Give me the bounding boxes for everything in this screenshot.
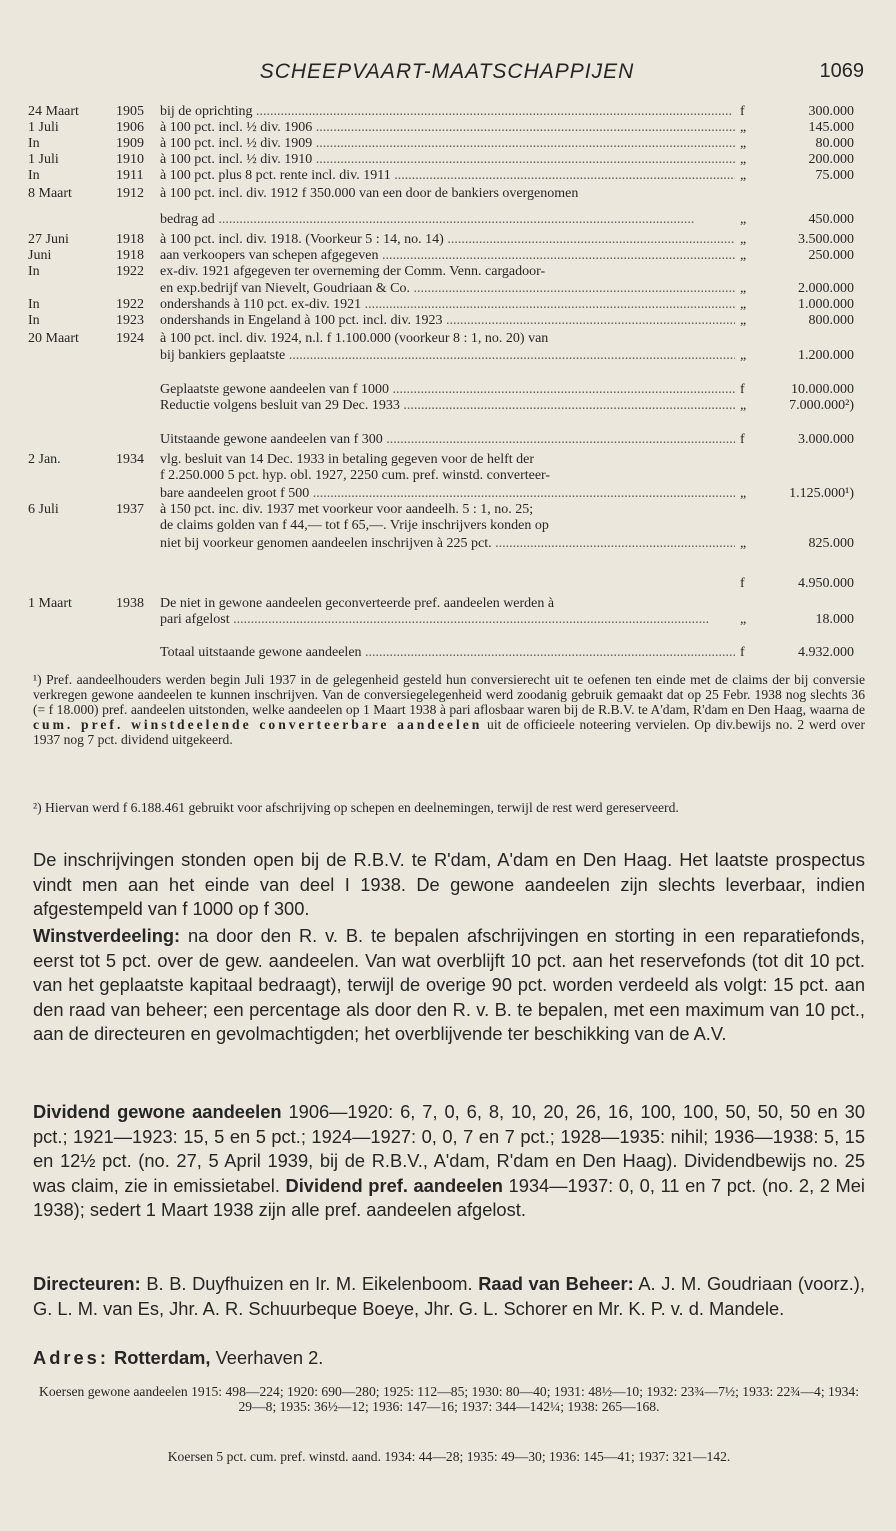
row-amount: 145.000 xyxy=(808,120,854,135)
row-description xyxy=(160,136,735,152)
row-year: 1922 xyxy=(116,264,144,279)
row-description-text: vlg. besluit van 14 Dec. 1933 in betaling gegeven voor de helft der xyxy=(160,452,535,467)
row-currency: „ xyxy=(740,232,747,247)
koersen-pref: Koersen 5 pct. cum. pref. winstd. aand. 1934: 44—28; 1935: 49—30; 1936: 145—41; 1937: 321—142. xyxy=(167,1449,731,1464)
row-year: 1912 xyxy=(116,186,144,201)
row-year: 1906 xyxy=(116,120,144,135)
page-number: 1069 xyxy=(819,60,864,82)
row-year: 1910 xyxy=(116,152,144,167)
row-amount: 4.932.000 xyxy=(798,645,854,660)
row-description xyxy=(160,120,735,136)
row-date: 8 Maart xyxy=(28,186,72,201)
row-description xyxy=(160,398,735,414)
row-year: 1918 xyxy=(116,248,144,263)
row-description-text: bij de oprichting ..... xyxy=(160,104,732,119)
row-amount: 80.000 xyxy=(815,136,854,151)
row-description xyxy=(160,186,735,202)
row-description xyxy=(160,382,735,398)
row-description-text: à 100 pct. incl. ½ div. 1906 ..... xyxy=(160,120,735,135)
row-date: Juni xyxy=(28,248,52,263)
row-currency: f xyxy=(740,104,745,119)
row-year: 1922 xyxy=(116,297,144,312)
row-description xyxy=(160,486,735,502)
row-description-text: à 150 pct. inc. div. 1937 met voorkeur voor aandeelh. 5 : 1, no. 25; xyxy=(160,502,534,517)
row-description-text: f 2.250.000 5 pct. hyp. obl. 1927, 2250 cum. pref. winstd. converteer- xyxy=(160,468,551,483)
row-description-text: pari afgelost ..... xyxy=(160,612,709,627)
koersen-gewone: Koersen gewone aandeelen 1915: 498—224; 1920: 690—280; 1925: 112—85; 1930: 80—40; 1931: 48½—10; 1932: 23¾—7½; 1933: 22¾—4; 1934: 29—8; 1935: 36½—12; 1936: 147—16; 1937: 344—142¼; 1938: 265—168. xyxy=(39,1384,859,1414)
row-description-text: niet bij voorkeur genomen aandeelen inschrijven à 225 pct. ..... xyxy=(160,536,735,551)
row-description xyxy=(160,432,735,448)
row-amount: 7.000.000²) xyxy=(789,398,854,413)
row-description-text: bij bankiers geplaatste ..... xyxy=(160,348,735,363)
row-currency: „ xyxy=(740,152,747,167)
row-description-text: Totaal uitstaande gewone aandeelen ..... xyxy=(160,645,735,660)
row-description xyxy=(160,348,735,364)
row-amount: 250.000 xyxy=(808,248,854,263)
row-description xyxy=(160,612,735,628)
row-currency: „ xyxy=(740,248,747,263)
row-date: In xyxy=(28,136,40,151)
row-date: 1 Juli xyxy=(28,120,59,135)
row-description xyxy=(160,248,735,264)
row-description-text: à 100 pct. incl. div. 1912 f 350.000 van een door de bankiers overgenomen xyxy=(160,186,579,201)
row-description-text: Uitstaande gewone aandeelen van f 300 ..... xyxy=(160,432,735,447)
row-description xyxy=(160,536,735,552)
row-description xyxy=(160,281,735,297)
page-header xyxy=(30,60,864,92)
row-currency: „ xyxy=(740,120,747,135)
row-amount: 75.000 xyxy=(815,168,854,183)
row-currency: f xyxy=(740,432,745,447)
row-amount: 200.000 xyxy=(808,152,854,167)
paragraph-dividend: Dividend gewone aandeelen 1906—1920: 6, 7, 0, 6, 8, 10, 20, 26, 16, 100, 100, 50, 50, 50 en 30 pct.; 1921—1923: 15, 5 en 5 pct.; 1924—1927: 0, 0, 7 en 7 pct.; 1928—1935: nihil; 1936—1938: 5, 15 en 12½ pct. (no. 27, 5 April 1939, bij de R.B.V., A'dam, R'dam en Den Haag). Dividendbewijs no. 25 was claim, zie in emissietabel. Dividend pref. aandeelen 1934—1937: 0, 0, 11 en 7 pct. (no. 2, 2 Mei 1938); sedert 1 Maart 1938 zijn alle pref. aandeelen afgelost. xyxy=(33,1101,865,1220)
row-year: 1938 xyxy=(116,596,144,611)
row-description-text: à 100 pct. plus 8 pct. rente incl. div. 1911 ..... xyxy=(160,168,735,183)
row-currency: „ xyxy=(740,398,747,413)
row-date: 1 Maart xyxy=(28,596,72,611)
footnote-2: ²) Hiervan werd f 6.188.461 gebruikt voor afschrijving op schepen en deelnemingen, terwijl de rest werd gereserveerd. xyxy=(33,800,679,815)
row-description-text: bare aandeelen groot f 500 ..... xyxy=(160,486,735,501)
row-currency: „ xyxy=(740,348,747,363)
row-year: 1911 xyxy=(116,168,144,183)
row-amount: 800.000 xyxy=(808,313,854,328)
row-date: In xyxy=(28,313,40,328)
row-amount: 18.000 xyxy=(815,612,854,627)
row-description-text: à 100 pct. incl. ½ div. 1909 ..... xyxy=(160,136,735,151)
row-amount: 4.950.000 xyxy=(798,576,854,591)
row-date: 1 Juli xyxy=(28,152,59,167)
row-currency: „ xyxy=(740,136,747,151)
row-description-text: aan verkoopers van schepen afgegeven ..... xyxy=(160,248,735,263)
row-currency: „ xyxy=(740,486,747,501)
row-description xyxy=(160,104,735,120)
row-amount: 3.000.000 xyxy=(798,432,854,447)
row-description xyxy=(160,468,735,484)
row-currency: f xyxy=(740,645,745,660)
row-year: 1937 xyxy=(116,502,144,517)
row-year: 1923 xyxy=(116,313,144,328)
row-amount: 1.125.000¹) xyxy=(789,486,854,501)
row-year: 1918 xyxy=(116,232,144,247)
row-description-text: De niet in gewone aandeelen geconverteerde pref. aandeelen werden à xyxy=(160,596,555,611)
row-amount: 10.000.000 xyxy=(791,382,854,397)
row-date: In xyxy=(28,168,40,183)
row-description-text: bedrag ad ..... xyxy=(160,212,694,227)
row-description xyxy=(160,452,735,468)
row-amount: 3.500.000 xyxy=(798,232,854,247)
row-description xyxy=(160,645,735,661)
row-description-text: de claims golden van f 44,— tot f 65,—. Vrije inschrijvers konden op xyxy=(160,518,549,533)
row-description xyxy=(160,152,735,168)
row-description-text: Reductie volgens besluit van 29 Dec. 1933 ..... xyxy=(160,398,735,413)
row-amount: 1.200.000 xyxy=(798,348,854,363)
row-currency: f xyxy=(740,382,745,397)
row-year: 1909 xyxy=(116,136,144,151)
paragraph-directeuren: Directeuren: B. B. Duyfhuizen en Ir. M. Eikelenboom. Raad van Beheer: A. J. M. Goudriaan (voorz.), G. L. M. van Es, Jhr. A. R. Schuurbeque Boeye, Jhr. G. L. Schorer en Mr. K. P. v. d. Mandele. xyxy=(33,1273,865,1319)
row-currency: „ xyxy=(740,536,747,551)
row-amount: 300.000 xyxy=(808,104,854,119)
footnote-1: ¹) Pref. aandeelhouders werden begin Juli 1937 in de gelegenheid gesteld hun conversierecht uit te oefenen ten einde met de claims der bij conversie verkregen gewone aandeelen te kunnen inschrijven. Van de conversiegelegenheid werd zoodanig gebruik gemaakt dat op 25 Febr. 1938 nog slechts 36 (= f 18.000) pref. aandeelen uitstonden, welke aandeelen op 1 Maart 1938 à pari aflosbaar waren bij de R.B.V. te A'dam, R'dam en Den Haag, waarna de cum. pref. winstdeelende converteerbare aandeelen uit de officieele noteering vervielen. Op div.bewijs no. 2 werd over 1937 nog 7 pct. dividend uitgekeerd. xyxy=(33,672,865,747)
row-description-text: à 100 pct. incl. ½ div. 1910 ..... xyxy=(160,152,735,167)
row-currency: „ xyxy=(740,297,747,312)
row-date: 20 Maart xyxy=(28,331,79,346)
row-description xyxy=(160,264,735,280)
row-amount: 2.000.000 xyxy=(798,281,854,296)
row-description xyxy=(160,168,735,184)
row-date: In xyxy=(28,297,40,312)
row-amount: 450.000 xyxy=(808,212,854,227)
row-amount: 825.000 xyxy=(808,536,854,551)
row-year: 1924 xyxy=(116,331,144,346)
row-currency: „ xyxy=(740,313,747,328)
row-currency: „ xyxy=(740,212,747,227)
row-description xyxy=(160,313,735,329)
header-title: SCHEEPVAART-MAATSCHAPPIJEN xyxy=(259,60,635,83)
row-currency: „ xyxy=(740,168,747,183)
row-date: 24 Maart xyxy=(28,104,79,119)
row-amount: 1.000.000 xyxy=(798,297,854,312)
row-date: 27 Juni xyxy=(28,232,69,247)
row-description xyxy=(160,232,735,248)
paragraph-winstverdeeling: Winstverdeeling: na door den R. v. B. te bepalen afschrijvingen en storting in een reparatiefonds, eerst tot 5 pct. over de gew. aandeelen. Van wat overblijft 10 pct. aan het reservefonds (tot dit 10 pct. van het geplaatste kapitaal bedraagt), terwijl de overige 90 pct. worden verdeeld als volgt: 15 pct. aan den raad van beheer; een percentage als door den R. v. B. te bepalen, met een maximum van 10 pct., aan de directeuren en gevolmachtigden; het overblijvende ter beschikking van de A.V. xyxy=(33,925,865,1044)
row-year: 1905 xyxy=(116,104,144,119)
row-description xyxy=(160,331,735,347)
row-date: 2 Jan. xyxy=(28,452,61,467)
row-description-text: Geplaatste gewone aandeelen van f 1000 ..... xyxy=(160,382,735,397)
row-description-text: ex-div. 1921 afgegeven ter overneming der Comm. Venn. cargadoor- xyxy=(160,264,546,279)
row-description-text: en exp.bedrijf van Nievelt, Goudriaan & Co. ..... xyxy=(160,281,735,296)
row-description xyxy=(160,518,735,534)
row-year: 1934 xyxy=(116,452,144,467)
row-currency: f xyxy=(740,576,745,591)
row-currency: „ xyxy=(740,281,747,296)
row-currency: „ xyxy=(740,612,747,627)
row-description xyxy=(160,596,735,612)
paragraph-inschrijvingen: De inschrijvingen stonden open bij de R.B.V. te R'dam, A'dam en Den Haag. Het laatste prospectus vindt men aan het einde van deel I 1938. De gewone aandeelen zijn slechts leverbaar, indien afgestempeld van f 1000 op f 300. xyxy=(33,849,865,919)
row-date: 6 Juli xyxy=(28,502,59,517)
row-description xyxy=(160,212,735,228)
row-description xyxy=(160,297,735,313)
row-description-text: ondershands à 110 pct. ex-div. 1921 ..... xyxy=(160,297,735,312)
row-description-text: à 100 pct. incl. div. 1924, n.l. f 1.100.000 (voorkeur 8 : 1, no. 20) van xyxy=(160,331,549,346)
row-description-text: ondershands in Engeland à 100 pct. incl. div. 1923 ..... xyxy=(160,313,735,328)
row-description-text: à 100 pct. incl. div. 1918. (Voorkeur 5 : 14, no. 14) ..... xyxy=(160,232,735,247)
paragraph-adres: Adres: Rotterdam, Veerhaven 2. xyxy=(33,1347,324,1368)
row-description xyxy=(160,502,735,518)
row-date: In xyxy=(28,264,40,279)
